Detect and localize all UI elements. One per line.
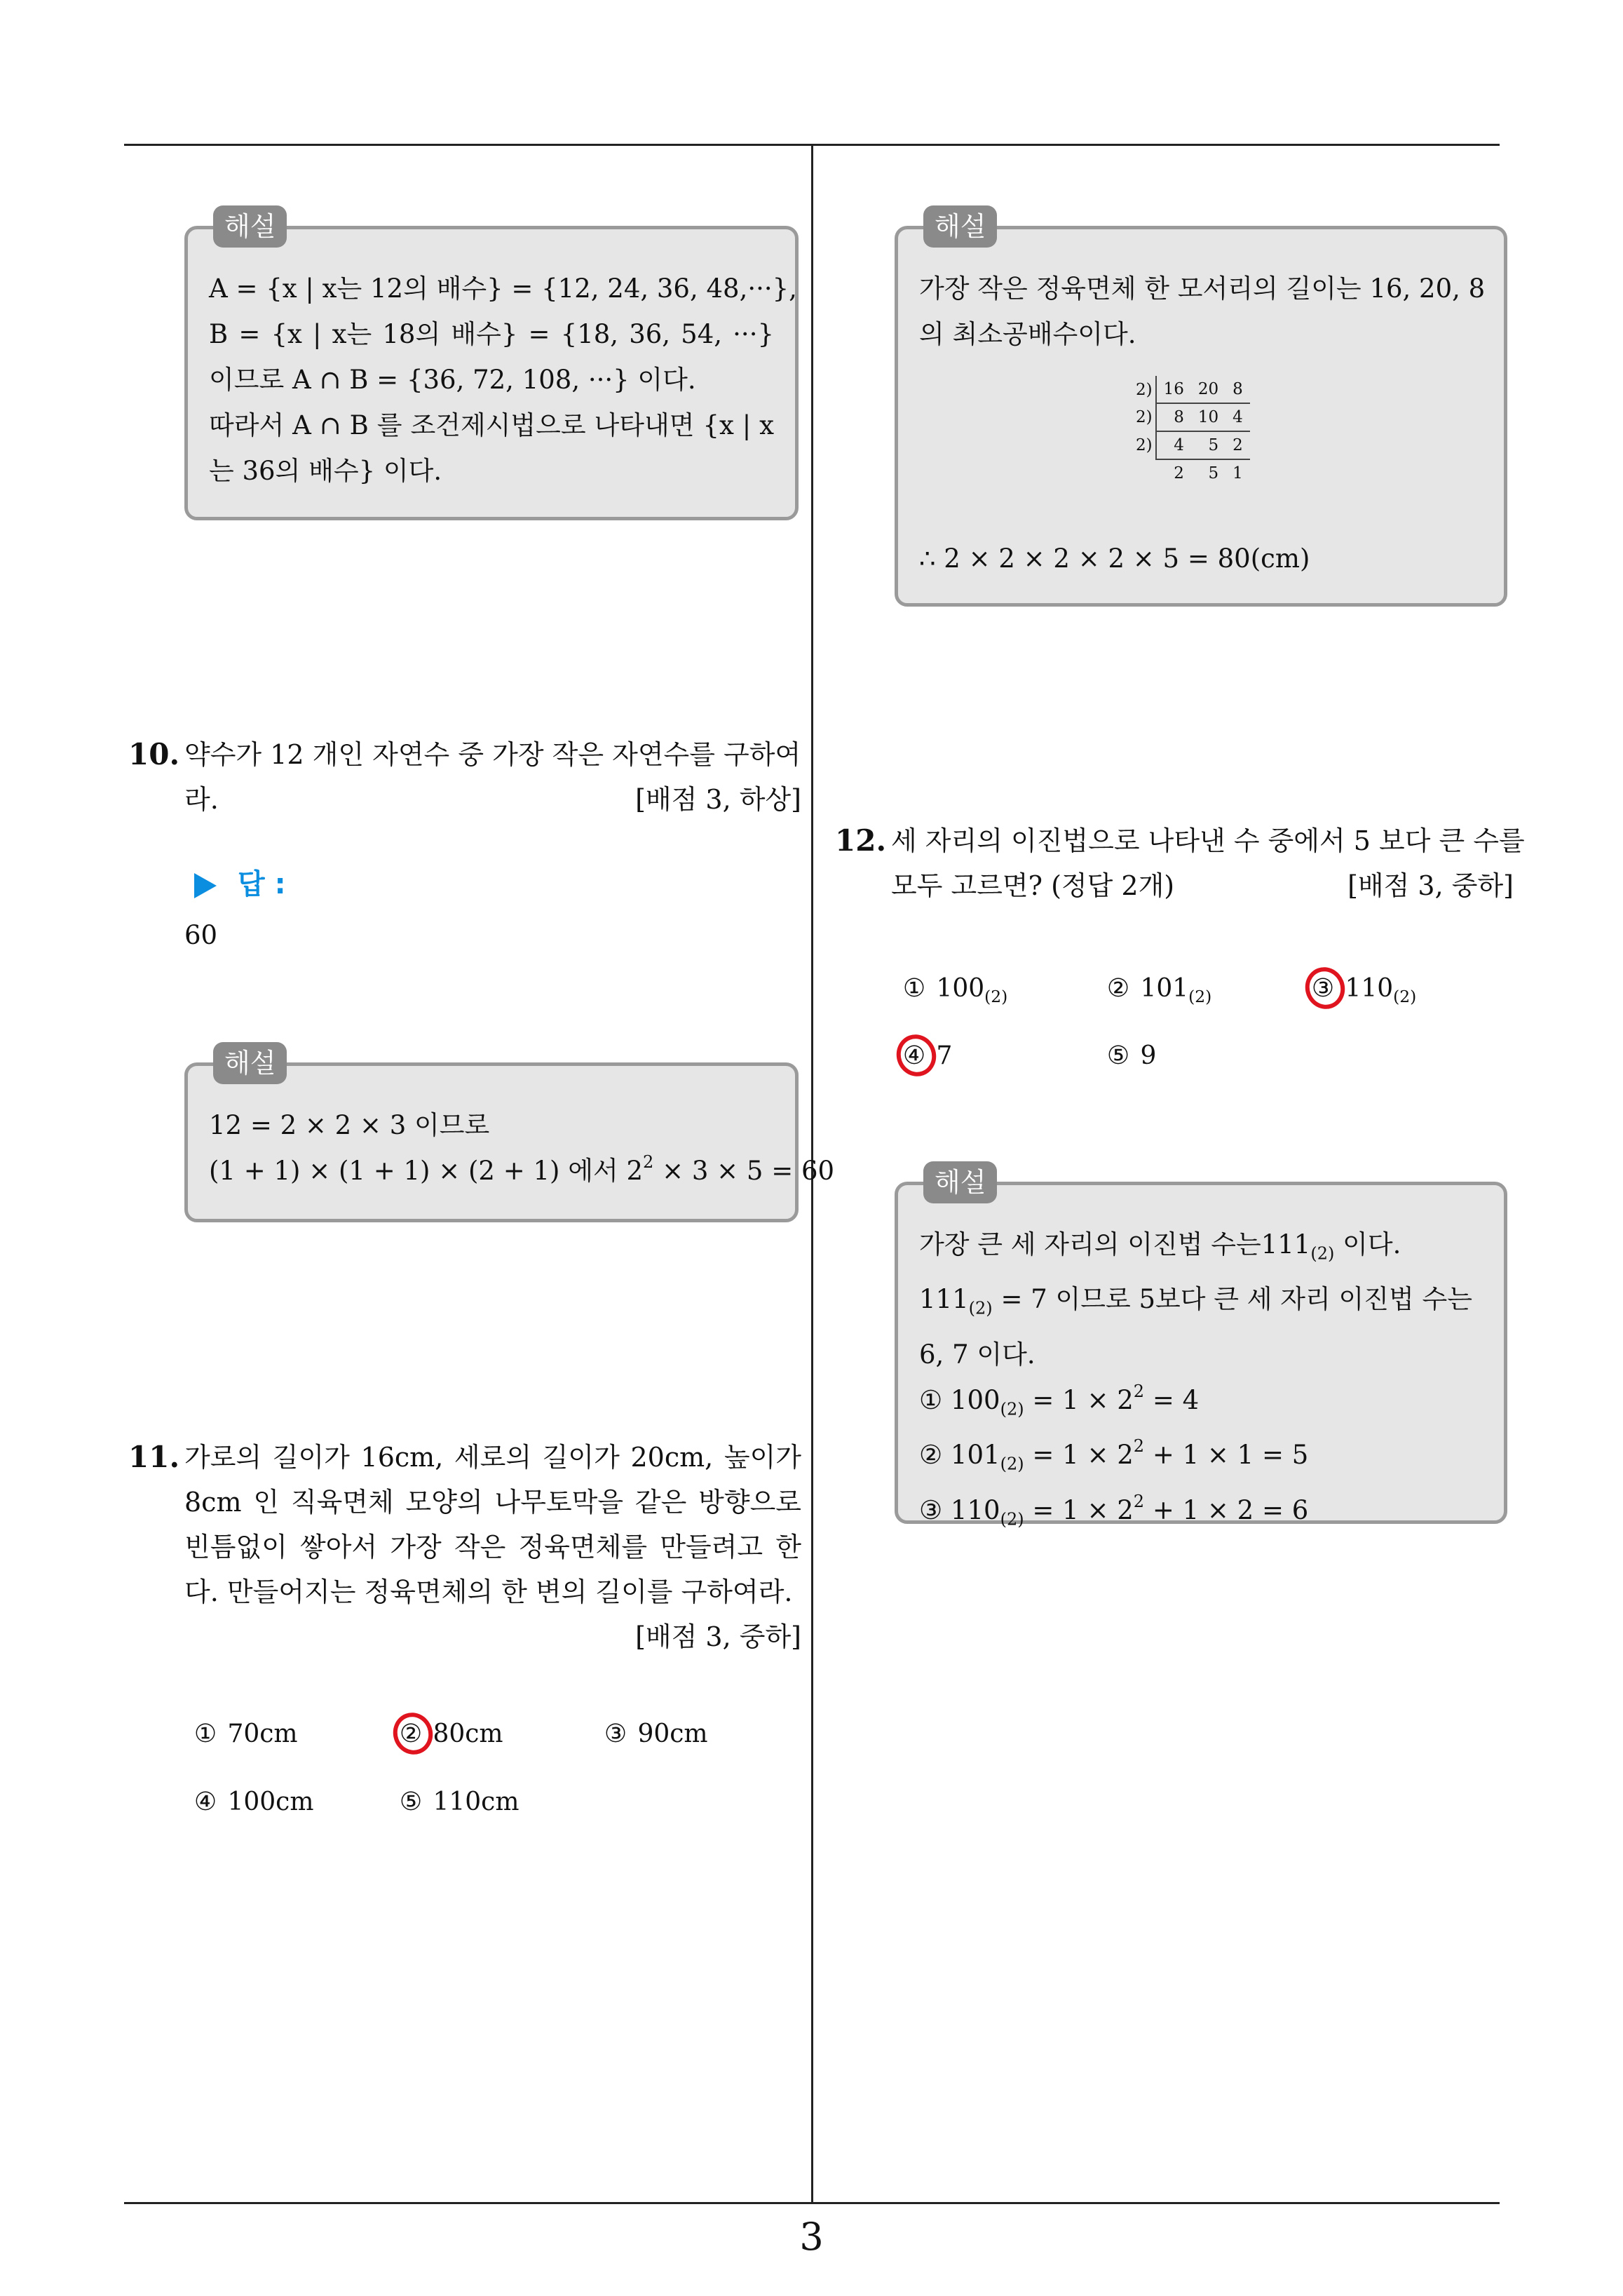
question-text: 빈틈없이 쌓아서 가장 작은 정육면체를 만들려고 한 <box>184 1532 801 1562</box>
choice-4[interactable]: ④ 7 <box>902 1041 953 1070</box>
choice-1[interactable]: ① $100_{(2)}$ <box>902 974 1008 1007</box>
answer-label <box>194 862 286 902</box>
division-row: 2) 16 20 8 <box>1129 376 1250 403</box>
question-11 <box>128 1435 801 1659</box>
solution-line: 이므로 A ∩ B = {36, 72, 108, ···} 이다. <box>209 365 696 395</box>
division-ladder <box>1129 376 1250 487</box>
question-text: 8cm 인 직육면체 모양의 나무토막을 같은 방향으로 <box>184 1487 801 1518</box>
solution-conclusion: ∴ 2 × 2 × 2 × 2 × 5 = 80(cm) <box>919 543 1310 574</box>
question-text: 모두 고르면? (정답 2개) <box>891 870 1175 901</box>
division-row: 2) 4 5 2 <box>1129 431 1250 459</box>
solution-tag: 해설 <box>213 1042 287 1084</box>
choice-2[interactable]: ② $101_{(2)}$ <box>1106 974 1212 1007</box>
solution-tag: 해설 <box>923 205 997 248</box>
question-meta: [배점 3, 중하] <box>1347 870 1514 901</box>
solution-line: 가장 큰 세 자리의 이진법 수는$111_{(2)}$ 이다. <box>919 1229 1401 1264</box>
question-number: 11. <box>128 1440 180 1474</box>
question-text: 세 자리의 이진법으로 나타낸 수 중에서 5 보다 큰 수를 <box>891 825 1525 856</box>
division-row: 2 5 1 <box>1174 464 1243 482</box>
question-12 <box>835 818 1525 908</box>
question-text: 가로의 길이가 16cm, 세로의 길이가 20cm, 높이가 <box>184 1442 801 1473</box>
question-meta: [배점 3, 중하] <box>635 1621 801 1652</box>
solution-line: A = {x | x는 12의 배수} = {12, 24, 36, 48,···}, <box>209 274 797 304</box>
solution-line: 따라서 A ∩ B 를 조건제시법으로 나타내면 {x | x <box>209 410 774 440</box>
page-number: 3 <box>799 2215 824 2259</box>
solution-tag: 해설 <box>213 205 287 248</box>
solution-line: 는 36의 배수} 이다. <box>209 456 442 486</box>
question-text: 약수가 12 개인 자연수 중 가장 작은 자연수를 구하여 <box>184 739 801 770</box>
triangle-bullet-icon <box>194 873 217 898</box>
question-meta: [배점 3, 하상] <box>635 784 801 815</box>
solution-box-q9 <box>184 211 799 520</box>
bottom-rule <box>124 2202 1500 2204</box>
division-row: 2) 8 10 4 <box>1129 403 1250 431</box>
solution-line: ② $101_{(2)} = 1 \times 2^2 + 1 \times 1 = 5$ <box>919 1436 1309 1474</box>
answer-value: 60 <box>184 920 218 950</box>
question-10 <box>128 732 801 822</box>
solution-line: (1 + 1) × (1 + 1) × (2 + 1) 에서 $2^2 \times 3 \times 5 = 60$ <box>209 1152 835 1186</box>
question-text: 다. 만들어지는 정육면체의 한 변의 길이를 구하여라. <box>184 1576 793 1607</box>
solution-line: ③ $110_{(2)} = 1 \times 2^2 + 1 \times 2 = 6$ <box>919 1491 1309 1529</box>
choice-5[interactable]: ⑤ 9 <box>1106 1041 1157 1070</box>
solution-line: 가장 작은 정육면체 한 모서리의 길이는 16, 20, 8 <box>919 274 1486 304</box>
choice-1[interactable]: ① 70cm <box>193 1720 298 1748</box>
choice-5[interactable]: ⑤ 110cm <box>399 1788 520 1816</box>
solution-line: B = {x | x는 18의 배수} = {18, 36, 54, ···} <box>209 319 774 349</box>
solution-line: ① $100_{(2)} = 1 \times 2^2 = 4$ <box>919 1381 1200 1419</box>
solution-line: 의 최소공배수이다. <box>919 319 1136 349</box>
choice-4[interactable]: ④ 100cm <box>193 1788 314 1816</box>
solution-box-q12 <box>895 1167 1507 1529</box>
question-number: 10. <box>128 737 180 771</box>
choice-3[interactable]: ③ $110_{(2)}$ <box>1311 974 1417 1007</box>
solution-tag: 해설 <box>923 1161 997 1203</box>
solution-line: 6, 7 이다. <box>919 1339 1035 1370</box>
question-text: 라. <box>184 784 219 815</box>
choice-3[interactable]: ③ 90cm <box>604 1720 708 1748</box>
solution-line: $111_{(2)} = 7$ 이므로 5보다 큰 세 자리 이진법 수는 <box>919 1284 1473 1318</box>
solution-box-q10 <box>184 1048 835 1222</box>
choice-2[interactable]: ② 80cm <box>399 1720 503 1748</box>
question-number: 12. <box>835 823 887 858</box>
answer-label-text: 답 : <box>238 868 286 900</box>
solution-line: 12 = 2 × 2 × 3 이므로 <box>209 1110 490 1140</box>
